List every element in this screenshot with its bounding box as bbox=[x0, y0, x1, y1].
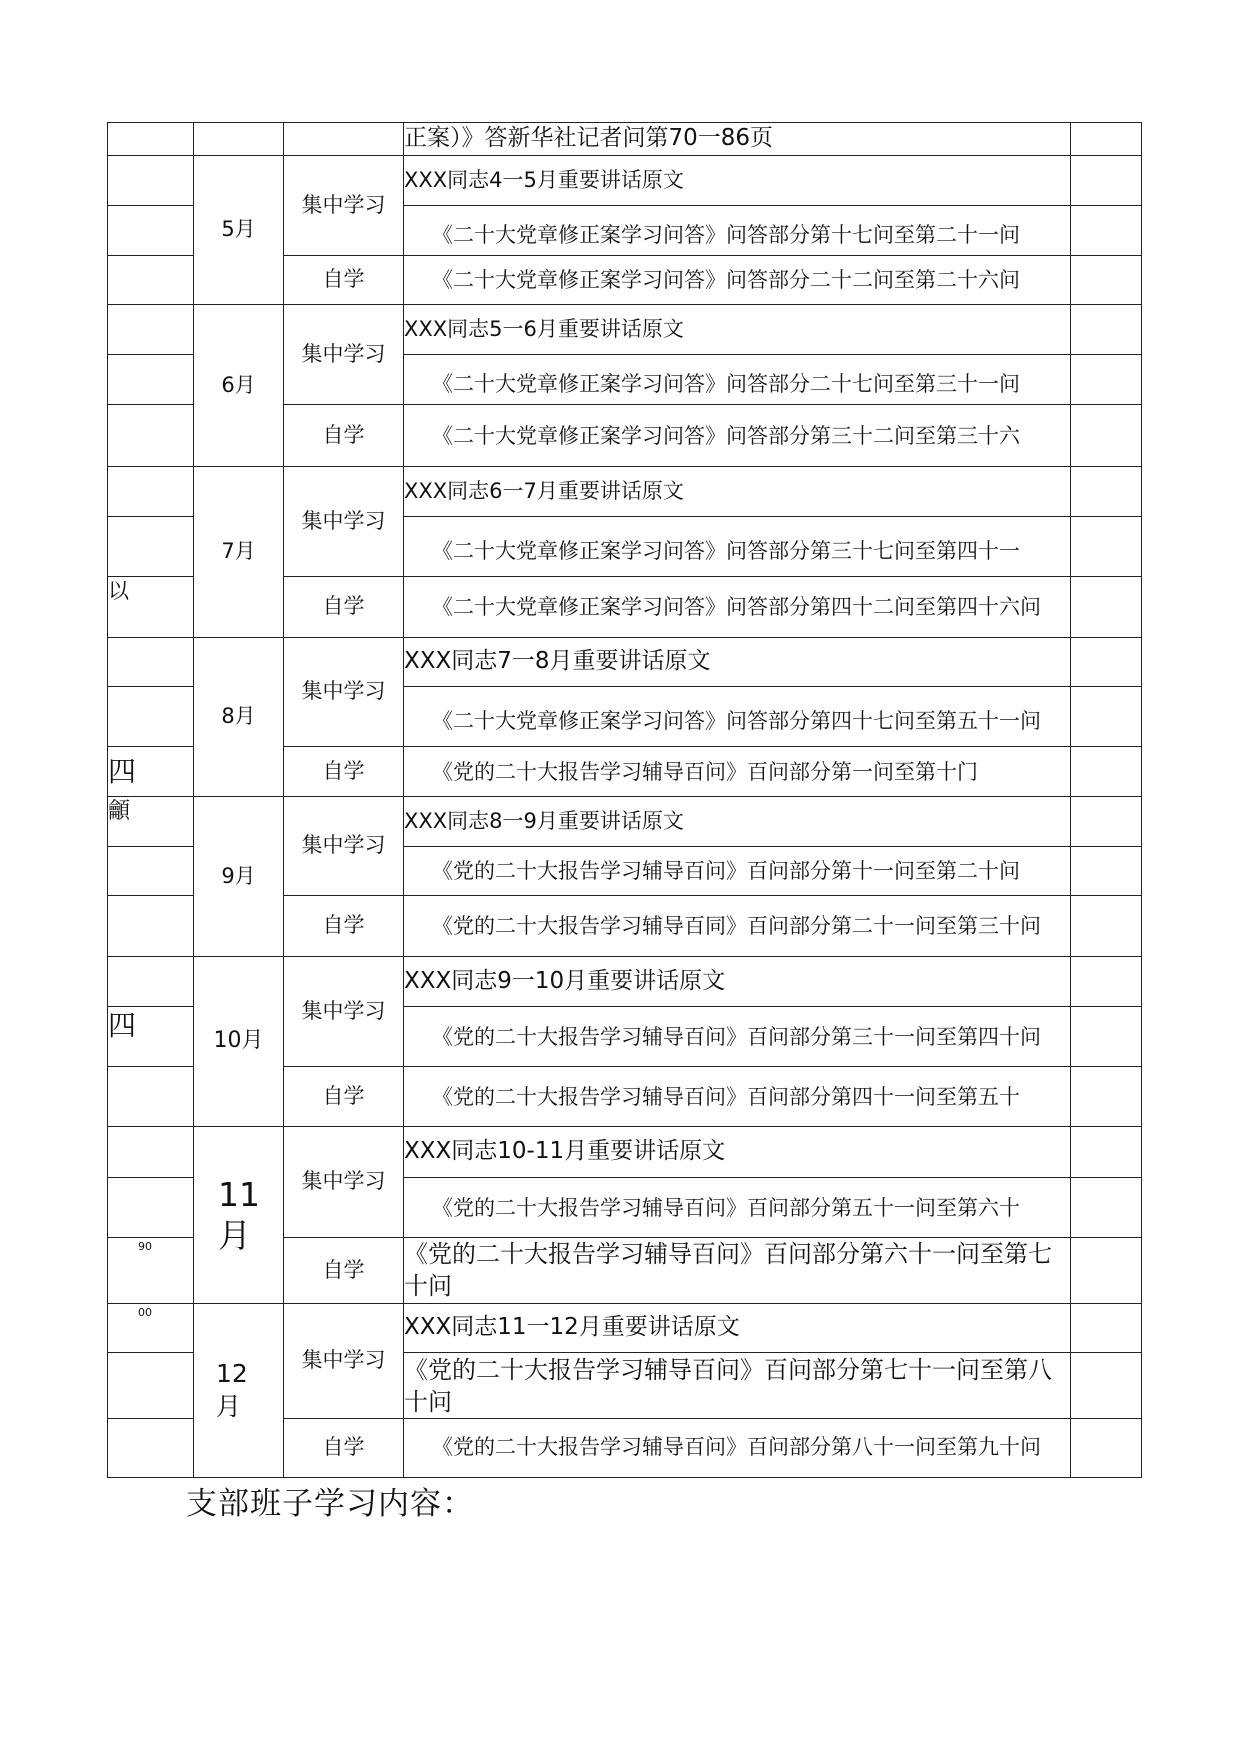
month-cell-november bbox=[194, 1127, 284, 1304]
table-row bbox=[108, 305, 1142, 355]
note-cell bbox=[1071, 1419, 1142, 1478]
category-cell bbox=[108, 156, 194, 206]
section-heading: 支部班子学习内容： bbox=[186, 1486, 474, 1522]
note-cell bbox=[1071, 957, 1142, 1007]
category-cell: 90 bbox=[108, 1238, 194, 1304]
study-type-cell: 集中学习 bbox=[284, 638, 404, 747]
month-cell-october: 10月 bbox=[194, 957, 284, 1127]
category-cell bbox=[108, 687, 194, 747]
month-cell-may: 5月 bbox=[194, 156, 284, 305]
study-type-cell: 自学 bbox=[284, 1419, 404, 1478]
table-row bbox=[108, 156, 1142, 206]
category-cell bbox=[108, 467, 194, 517]
content-cell: 《党的二十大报告学习辅导百同》百问部分第二十一问至第三十问 bbox=[404, 896, 1071, 957]
category-cell bbox=[108, 896, 194, 957]
content-line: 十问 bbox=[404, 1387, 452, 1416]
table-row bbox=[108, 123, 1142, 156]
category-cell: 四 bbox=[108, 747, 194, 797]
note-cell bbox=[1071, 405, 1142, 467]
note-cell bbox=[1071, 847, 1142, 896]
content-cell: 《二十大党章修正案学习问答》问答部分第四十七问至第五十一问 bbox=[404, 687, 1071, 747]
study-type-cell: 自学 bbox=[284, 1067, 404, 1127]
content-cell: XXX同志4一5月重要讲话原文 bbox=[404, 156, 1071, 206]
month-cell-august: 8月 bbox=[194, 638, 284, 797]
category-cell bbox=[108, 123, 194, 156]
study-type-cell: 自学 bbox=[284, 405, 404, 467]
category-cell bbox=[108, 1067, 194, 1127]
month-cell bbox=[194, 123, 284, 156]
note-cell bbox=[1071, 1007, 1142, 1067]
content-cell: XXX同志10-11月重要讲话原文 bbox=[404, 1127, 1071, 1178]
month-number: 12 bbox=[216, 1359, 248, 1388]
note-cell bbox=[1071, 1238, 1142, 1304]
content-cell: XXX同志9一10月重要讲话原文 bbox=[404, 957, 1071, 1007]
content-line: 十问 bbox=[404, 1271, 452, 1300]
month-cell-september: 9月 bbox=[194, 797, 284, 957]
category-cell bbox=[108, 355, 194, 405]
month-unit: 月 bbox=[218, 1216, 251, 1255]
note-cell bbox=[1071, 1067, 1142, 1127]
note-cell bbox=[1071, 896, 1142, 957]
note-cell bbox=[1071, 1178, 1142, 1238]
study-type-cell bbox=[284, 123, 404, 156]
category-cell: 以 bbox=[108, 577, 194, 638]
note-cell bbox=[1071, 1304, 1142, 1353]
content-cell bbox=[404, 1353, 1071, 1419]
content-cell: 《二十大党章修正案学习问答》问答部分二十七问至第三十一问 bbox=[404, 355, 1071, 405]
content-cell: 《二十大党章修正案学习问答》问答部分第三十七问至第四十一 bbox=[404, 517, 1071, 577]
study-type-cell: 自学 bbox=[284, 896, 404, 957]
content-cell: XXX同志6一7月重要讲话原文 bbox=[404, 467, 1071, 517]
study-plan-table bbox=[107, 122, 1142, 1478]
content-cell: XXX同志5一6月重要讲话原文 bbox=[404, 305, 1071, 355]
category-cell bbox=[108, 1353, 194, 1419]
table-row bbox=[108, 638, 1142, 687]
content-cell: XXX同志8一9月重要讲话原文 bbox=[404, 797, 1071, 847]
note-cell bbox=[1071, 687, 1142, 747]
note-cell bbox=[1071, 577, 1142, 638]
month-cell-july: 7月 bbox=[194, 467, 284, 638]
category-cell bbox=[108, 305, 194, 355]
note-cell bbox=[1071, 747, 1142, 797]
content-cell: 《党的二十大报告学习辅导百问》百问部分第八十一问至第九十问 bbox=[404, 1419, 1071, 1478]
study-type-cell: 自学 bbox=[284, 1238, 404, 1304]
content-cell: 《二十大党章修正案学习问答》问答部分二十二问至第二十六问 bbox=[404, 256, 1071, 305]
category-cell: 四 bbox=[108, 1007, 194, 1067]
category-cell bbox=[108, 1127, 194, 1178]
study-type-cell: 集中学习 bbox=[284, 156, 404, 256]
category-cell bbox=[108, 638, 194, 687]
content-cell: 《党的二十大报告学习辅导百问》百问部分第四十一问至第五十 bbox=[404, 1067, 1071, 1127]
category-cell: 龥 bbox=[108, 797, 194, 847]
content-cell: 《党的二十大报告学习辅导百问》百问部分第一问至第十门 bbox=[404, 747, 1071, 797]
study-type-cell: 自学 bbox=[284, 577, 404, 638]
content-cell bbox=[404, 1238, 1071, 1304]
note-cell bbox=[1071, 123, 1142, 156]
note-cell bbox=[1071, 638, 1142, 687]
category-cell bbox=[108, 1419, 194, 1478]
content-cell: XXX同志11一12月重要讲话原文 bbox=[404, 1304, 1071, 1353]
note-cell bbox=[1071, 467, 1142, 517]
content-cell: 《二十大党章修正案学习问答》问答部分第四十二问至第四十六问 bbox=[404, 577, 1071, 638]
note-cell bbox=[1071, 1127, 1142, 1178]
category-cell bbox=[108, 957, 194, 1007]
category-cell: 00 bbox=[108, 1304, 194, 1353]
category-cell bbox=[108, 256, 194, 305]
study-type-cell: 集中学习 bbox=[284, 797, 404, 896]
study-type-cell: 集中学习 bbox=[284, 305, 404, 405]
month-cell-december bbox=[194, 1304, 284, 1478]
content-line: 《党的二十大报告学习辅导百问》百问部分第六十一问至第七 bbox=[404, 1240, 1052, 1269]
category-cell bbox=[108, 1178, 194, 1238]
study-type-cell: 集中学习 bbox=[284, 1304, 404, 1419]
note-cell bbox=[1071, 355, 1142, 405]
note-cell bbox=[1071, 256, 1142, 305]
study-type-cell: 自学 bbox=[284, 747, 404, 797]
category-cell bbox=[108, 405, 194, 467]
note-cell bbox=[1071, 305, 1142, 355]
category-cell bbox=[108, 517, 194, 577]
month-cell-june: 6月 bbox=[194, 305, 284, 467]
content-cell: 正案）》答新华社记者问第70一86页 bbox=[404, 123, 1071, 156]
content-cell: 《党的二十大报告学习辅导百问》百问部分第十一问至第二十问 bbox=[404, 847, 1071, 896]
table-row bbox=[108, 467, 1142, 517]
note-cell bbox=[1071, 206, 1142, 256]
table-row bbox=[108, 797, 1142, 847]
study-type-cell: 集中学习 bbox=[284, 957, 404, 1067]
month-unit: 月 bbox=[216, 1391, 242, 1421]
table-row bbox=[108, 1304, 1142, 1353]
content-cell: 《党的二十大报告学习辅导百问》百问部分第五十一问至第六十 bbox=[404, 1178, 1071, 1238]
content-cell: 《二十大党章修正案学习问答》问答部分第三十二问至第三十六 bbox=[404, 405, 1071, 467]
study-type-cell: 集中学习 bbox=[284, 467, 404, 577]
study-type-cell: 自学 bbox=[284, 256, 404, 305]
category-cell bbox=[108, 206, 194, 256]
category-cell bbox=[108, 847, 194, 896]
content-cell: 《二十大党章修正案学习问答》问答部分第十七问至第二十一问 bbox=[404, 206, 1071, 256]
content-line: 《党的二十大报告学习辅导百问》百问部分第七十一问至第八 bbox=[404, 1356, 1052, 1385]
table-row bbox=[108, 1127, 1142, 1178]
content-cell: XXX同志7一8月重要讲话原文 bbox=[404, 638, 1071, 687]
study-type-cell: 集中学习 bbox=[284, 1127, 404, 1238]
month-number: 11 bbox=[218, 1174, 260, 1214]
content-cell: 《党的二十大报告学习辅导百问》百问部分第三十一问至第四十问 bbox=[404, 1007, 1071, 1067]
note-cell bbox=[1071, 797, 1142, 847]
note-cell bbox=[1071, 156, 1142, 206]
table-row bbox=[108, 957, 1142, 1007]
note-cell bbox=[1071, 517, 1142, 577]
note-cell bbox=[1071, 1353, 1142, 1419]
